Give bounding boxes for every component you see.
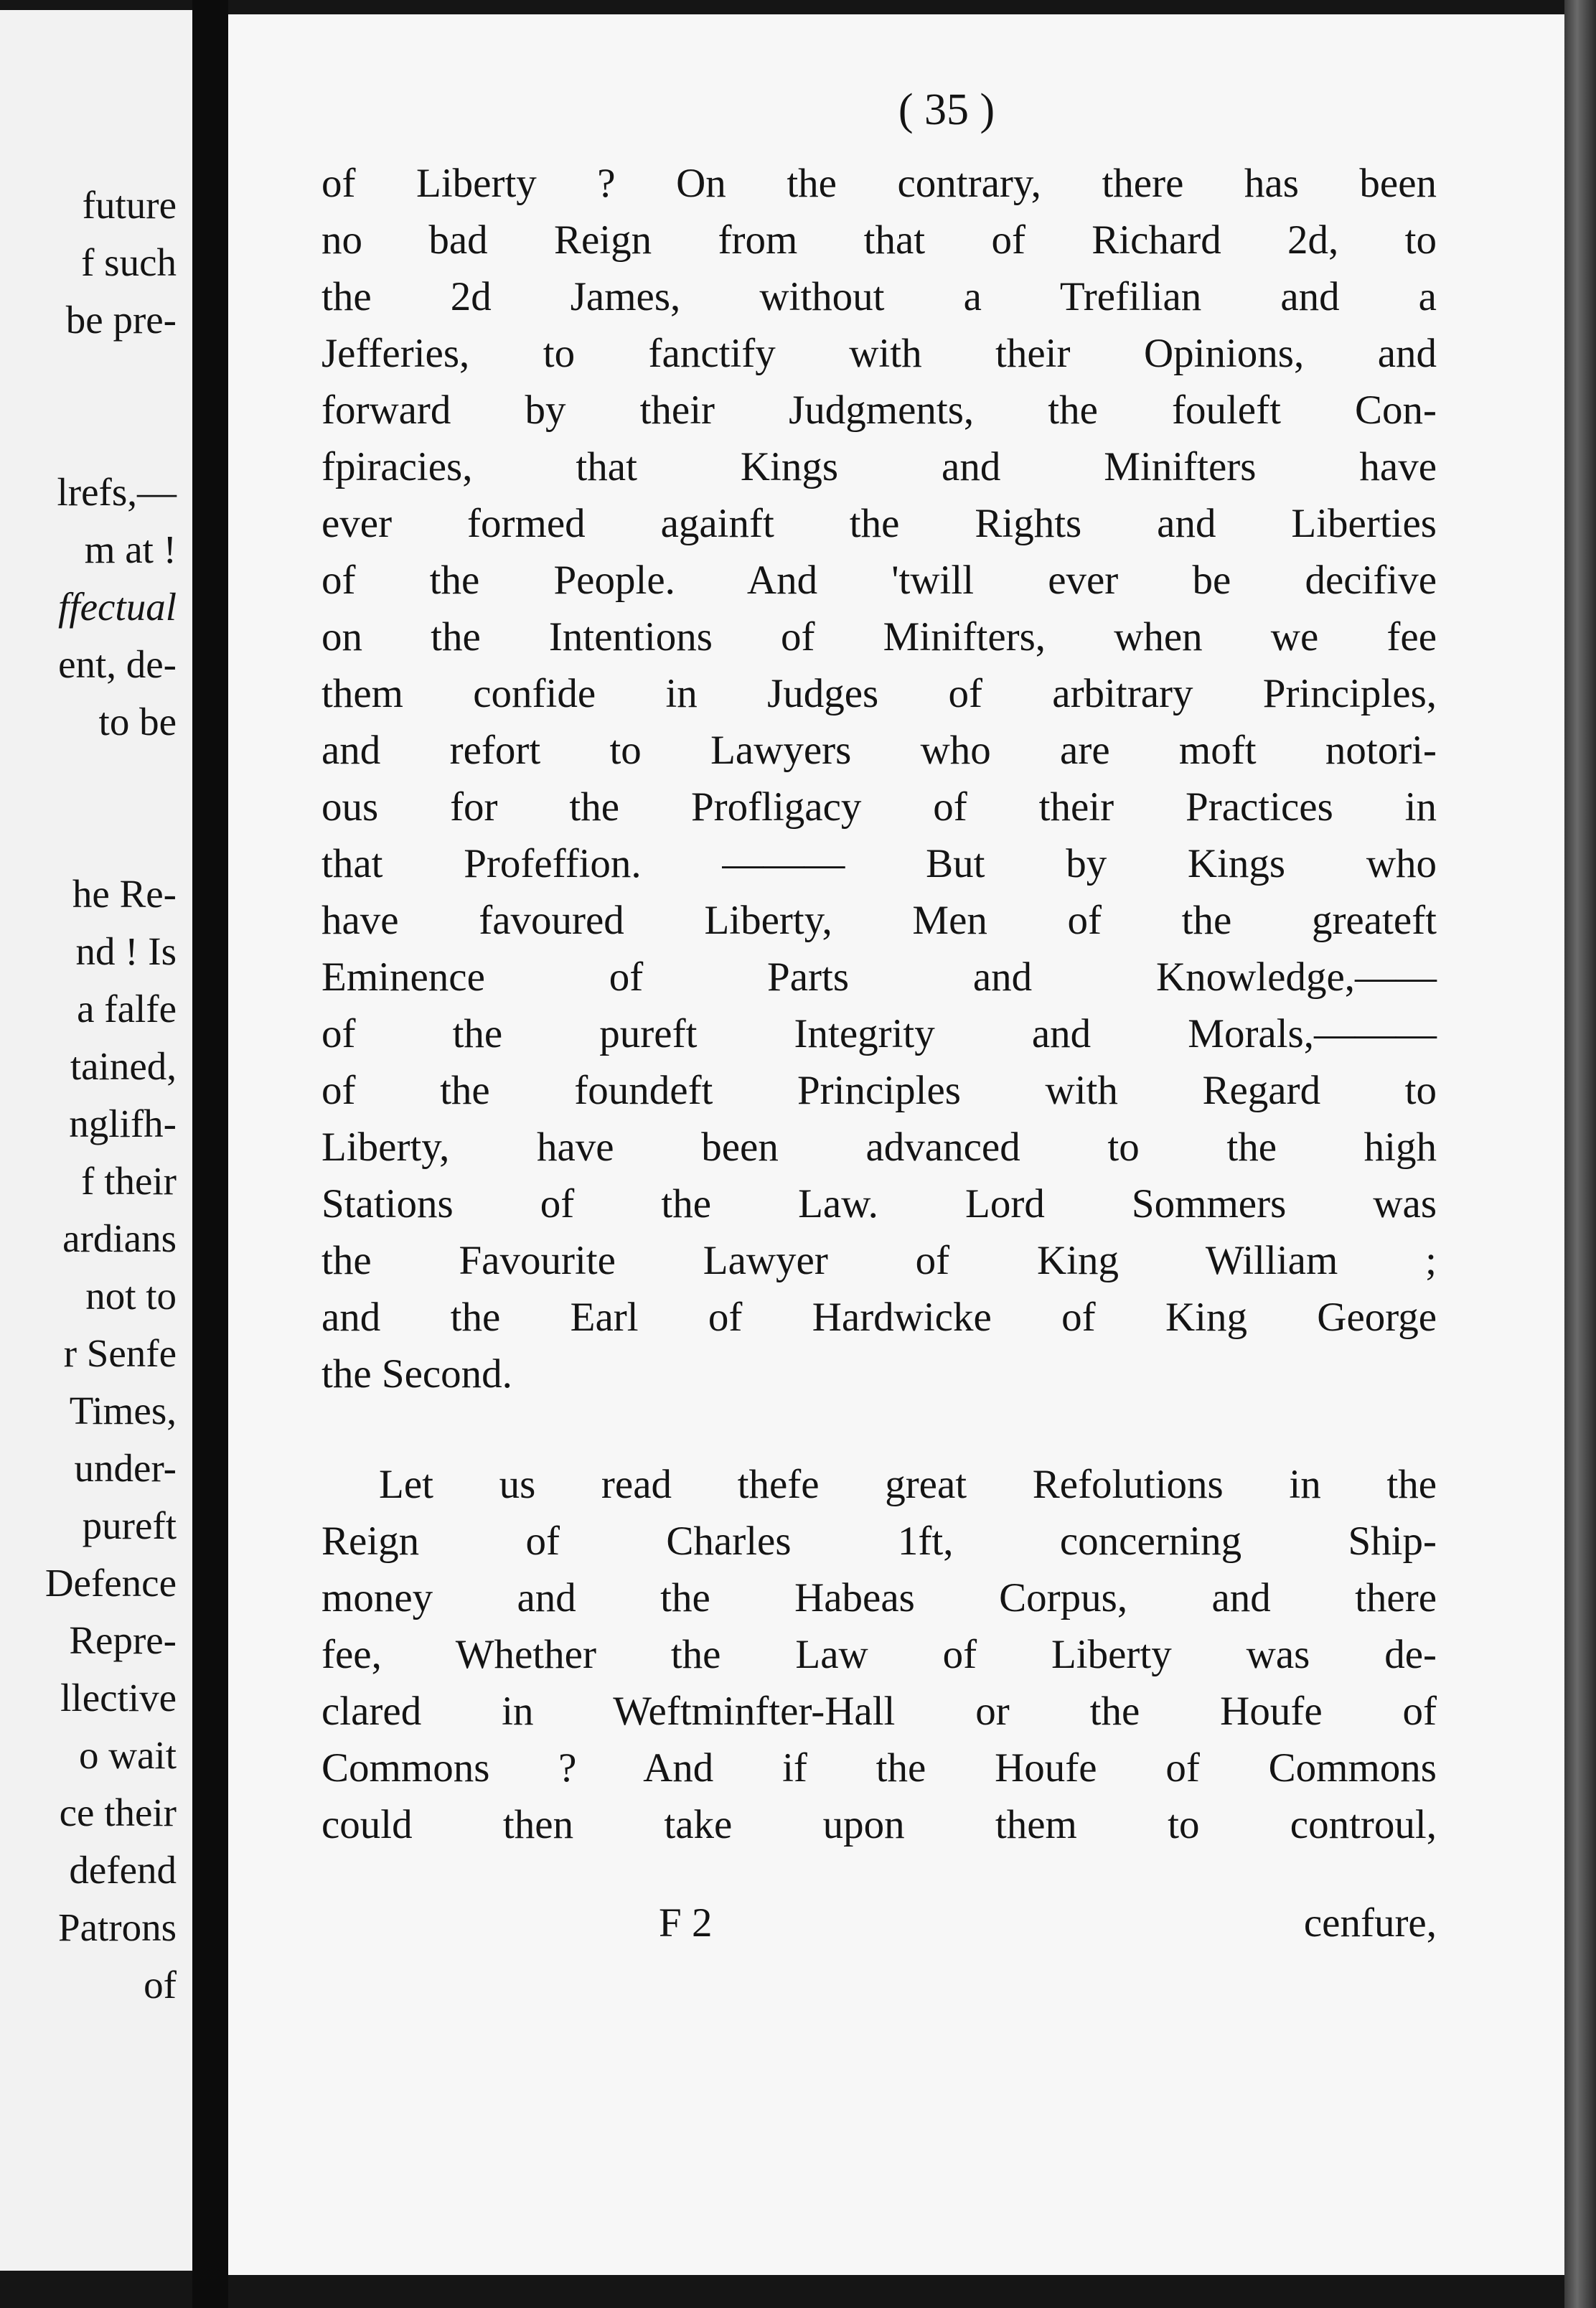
- left-page-line: nd ! Is: [75, 929, 177, 973]
- left-page-line: defend: [69, 1848, 177, 1892]
- left-page-line: r Senfe: [63, 1331, 177, 1375]
- left-page-line: ardians: [62, 1216, 177, 1260]
- left-page-line: Defence: [44, 1561, 177, 1605]
- left-page-line: pureft: [82, 1504, 177, 1547]
- text-line: forward by their Judgments, the fouleft Con-: [321, 388, 1437, 433]
- left-page-line: nglifh-: [69, 1102, 177, 1145]
- text-line: clared in Weftminfter-Hall or the Houfe of: [321, 1689, 1437, 1734]
- left-page-line: o wait: [79, 1733, 177, 1777]
- left-page-line: be pre-: [65, 298, 177, 342]
- text-line: of Liberty ? On the contrary, there has been: [321, 161, 1437, 206]
- text-line: fpiracies, that Kings and Minifters have: [321, 444, 1437, 489]
- text-line: Commons ? And if the Houfe of Commons: [321, 1745, 1437, 1791]
- left-page-line: of: [144, 1963, 177, 2007]
- text-line: Liberty, have been advanced to the high: [321, 1125, 1437, 1170]
- left-page-line: ffectual: [58, 585, 177, 629]
- text-line: money and the Habeas Corpus, and there: [321, 1575, 1437, 1620]
- left-page-line: m at !: [84, 527, 177, 571]
- text-line: them confide in Judges of arbitrary Principles,: [321, 671, 1437, 716]
- page-edge: [1564, 0, 1596, 2308]
- left-page-line: not to: [85, 1274, 177, 1318]
- left-page-line: f such: [81, 240, 177, 284]
- text-line: that Profeffion. ——— But by Kings who: [321, 841, 1437, 886]
- left-page-fragment: [0, 10, 192, 2271]
- text-line: of the pureft Integrity and Morals,———: [321, 1011, 1437, 1056]
- text-line: the Second.: [321, 1351, 512, 1397]
- text-line: of the People. And 'twill ever be decifive: [321, 558, 1437, 603]
- left-page-line: Repre-: [69, 1618, 177, 1662]
- text-line: could then take upon them to controul,: [321, 1802, 1437, 1847]
- text-line: and the Earl of Hardwicke of King George: [321, 1295, 1437, 1340]
- left-page-line: lrefs,—: [57, 470, 177, 514]
- signature-mark: F 2: [659, 1900, 713, 1946]
- text-line: Reign of Charles 1ft, concerning Ship-: [321, 1519, 1437, 1564]
- book-page: [228, 14, 1564, 2275]
- text-line: Jefferies, to fanctify with their Opinions, and: [321, 331, 1437, 376]
- body-text: [321, 155, 1437, 1853]
- text-line: no bad Reign from that of Richard 2d, to: [321, 217, 1437, 263]
- left-page-line: Patrons: [58, 1905, 177, 1949]
- page-footer: [659, 1895, 1437, 1951]
- text-line: on the Intentions of Minifters, when we fee: [321, 614, 1437, 660]
- text-line: have favoured Liberty, Men of the greateft: [321, 898, 1437, 943]
- left-page-line: to be: [98, 700, 177, 743]
- text-line: Eminence of Parts and Knowledge,——: [321, 954, 1437, 1000]
- text-line: ous for the Profligacy of their Practices in: [321, 784, 1437, 830]
- text-line: the 2d James, without a Trefilian and a: [321, 274, 1437, 319]
- left-page-line: tained,: [70, 1044, 177, 1088]
- left-page-line: llective: [60, 1676, 177, 1720]
- left-page-line: future: [82, 183, 177, 227]
- text-line: and refort to Lawyers who are moft notori-: [321, 728, 1437, 773]
- text-line: the Favourite Lawyer of King William ;: [321, 1238, 1437, 1283]
- text-line: Stations of the Law. Lord Sommers was: [321, 1181, 1437, 1226]
- catchword: cenfure,: [1303, 1900, 1437, 1946]
- left-page-line: Times,: [69, 1389, 177, 1432]
- page-number: ( 35 ): [898, 85, 995, 134]
- left-page-line: under-: [74, 1446, 177, 1490]
- text-line: ever formed againft the Rights and Liberties: [321, 501, 1437, 546]
- left-page-line: ent, de-: [58, 642, 177, 686]
- book-gutter: [192, 0, 228, 2308]
- left-page-line: a falfe: [77, 987, 177, 1031]
- text-line: fee, Whether the Law of Liberty was de-: [321, 1632, 1437, 1677]
- text-line: Let us read thefe great Refolutions in the: [379, 1462, 1437, 1507]
- left-page-line: f their: [81, 1159, 177, 1203]
- text-line: of the foundeft Principles with Regard to: [321, 1068, 1437, 1113]
- left-page-line: ce their: [59, 1791, 177, 1834]
- left-page-line: he Re-: [72, 872, 177, 916]
